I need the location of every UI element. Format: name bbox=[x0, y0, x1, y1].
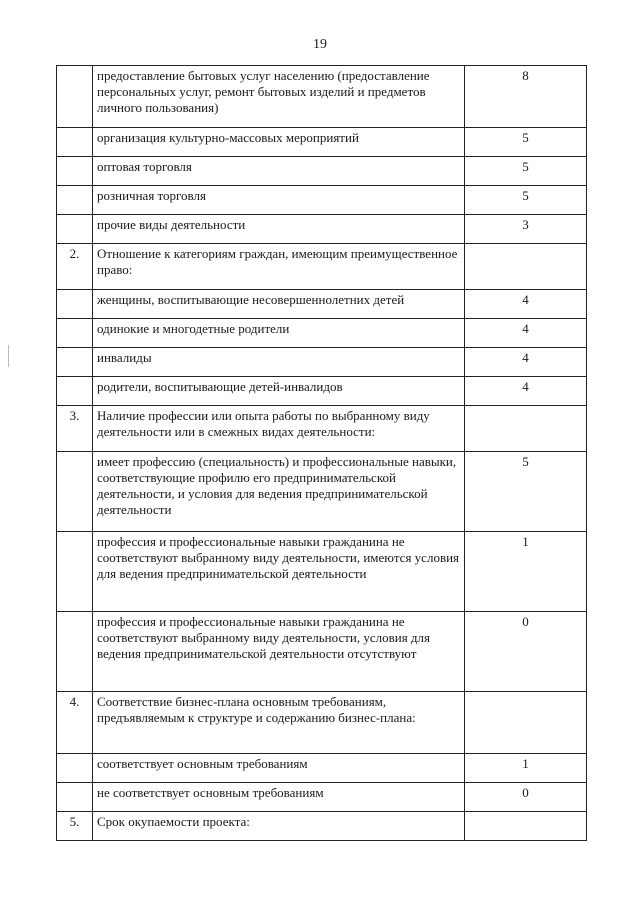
table-row bbox=[57, 319, 587, 348]
score-value bbox=[465, 244, 587, 290]
table-row bbox=[57, 244, 587, 290]
score-value: 8 bbox=[465, 66, 587, 128]
score-value bbox=[465, 692, 587, 754]
score-value: 5 bbox=[465, 157, 587, 186]
table-row bbox=[57, 532, 587, 612]
row-number bbox=[57, 66, 93, 128]
table-row bbox=[57, 692, 587, 754]
criterion-text: Отношение к категориям граждан, имеющим преимущественное право: bbox=[93, 244, 465, 290]
criterion-text: прочие виды деятельности bbox=[93, 215, 465, 244]
score-value: 1 bbox=[465, 754, 587, 783]
row-number bbox=[57, 612, 93, 692]
score-value: 4 bbox=[465, 348, 587, 377]
row-number bbox=[57, 348, 93, 377]
criterion-text: предоставление бытовых услуг населению (предоставление персональных услуг, ремонт бытовых изделий и предметов личного пользования) bbox=[93, 66, 465, 128]
table-row bbox=[57, 612, 587, 692]
scan-edge-mark bbox=[8, 345, 9, 367]
table-row bbox=[57, 754, 587, 783]
score-value: 4 bbox=[465, 319, 587, 348]
criterion-text: инвалиды bbox=[93, 348, 465, 377]
row-number: 3. bbox=[57, 406, 93, 452]
criterion-text: профессия и профессиональные навыки гражданина не соответствуют выбранному виду деятельности, имеются условия для ведения предпринимательской деятельности bbox=[93, 532, 465, 612]
row-number bbox=[57, 783, 93, 812]
table-row bbox=[57, 452, 587, 532]
table-row bbox=[57, 215, 587, 244]
row-number bbox=[57, 215, 93, 244]
row-number: 2. bbox=[57, 244, 93, 290]
score-value: 4 bbox=[465, 290, 587, 319]
table-row bbox=[57, 290, 587, 319]
score-value: 0 bbox=[465, 612, 587, 692]
table-row bbox=[57, 157, 587, 186]
score-value: 4 bbox=[465, 377, 587, 406]
criteria-table bbox=[56, 65, 587, 841]
page-number: 19 bbox=[313, 37, 327, 52]
criterion-text: одинокие и многодетные родители bbox=[93, 319, 465, 348]
criteria-table-body bbox=[57, 66, 587, 841]
row-number: 4. bbox=[57, 692, 93, 754]
table-row bbox=[57, 186, 587, 215]
score-value: 0 bbox=[465, 783, 587, 812]
row-number bbox=[57, 290, 93, 319]
score-value bbox=[465, 812, 587, 841]
row-number: 5. bbox=[57, 812, 93, 841]
criterion-text: Наличие профессии или опыта работы по выбранному виду деятельности или в смежных видах деятельности: bbox=[93, 406, 465, 452]
score-value: 5 bbox=[465, 186, 587, 215]
table-row bbox=[57, 348, 587, 377]
row-number bbox=[57, 319, 93, 348]
score-value: 1 bbox=[465, 532, 587, 612]
criterion-text: оптовая торговля bbox=[93, 157, 465, 186]
row-number bbox=[57, 377, 93, 406]
criterion-text: родители, воспитывающие детей-инвалидов bbox=[93, 377, 465, 406]
criterion-text: организация культурно-массовых мероприятий bbox=[93, 128, 465, 157]
table-row bbox=[57, 783, 587, 812]
criterion-text: имеет профессию (специальность) и профессиональные навыки, соответствующие профилю его предпринимательской деятельности, и условия для ведения предпринимательской деятельности bbox=[93, 452, 465, 532]
table-row bbox=[57, 406, 587, 452]
criterion-text: Соответствие бизнес-плана основным требованиям, предъявляемым к структуре и содержанию бизнес-плана: bbox=[93, 692, 465, 754]
criterion-text: Срок окупаемости проекта: bbox=[93, 812, 465, 841]
table-row bbox=[57, 377, 587, 406]
row-number bbox=[57, 532, 93, 612]
table-row bbox=[57, 128, 587, 157]
score-value: 5 bbox=[465, 128, 587, 157]
table-row bbox=[57, 812, 587, 841]
criterion-text: соответствует основным требованиям bbox=[93, 754, 465, 783]
criterion-text: розничная торговля bbox=[93, 186, 465, 215]
row-number bbox=[57, 452, 93, 532]
criterion-text: женщины, воспитывающие несовершеннолетних детей bbox=[93, 290, 465, 319]
criterion-text: не соответствует основным требованиям bbox=[93, 783, 465, 812]
score-value bbox=[465, 406, 587, 452]
score-value: 5 bbox=[465, 452, 587, 532]
row-number bbox=[57, 157, 93, 186]
row-number bbox=[57, 128, 93, 157]
row-number bbox=[57, 754, 93, 783]
criterion-text: профессия и профессиональные навыки гражданина не соответствуют выбранному виду деятельности, условия для ведения предпринимательской деятельности отсутствуют bbox=[93, 612, 465, 692]
score-value: 3 bbox=[465, 215, 587, 244]
table-row bbox=[57, 66, 587, 128]
row-number bbox=[57, 186, 93, 215]
